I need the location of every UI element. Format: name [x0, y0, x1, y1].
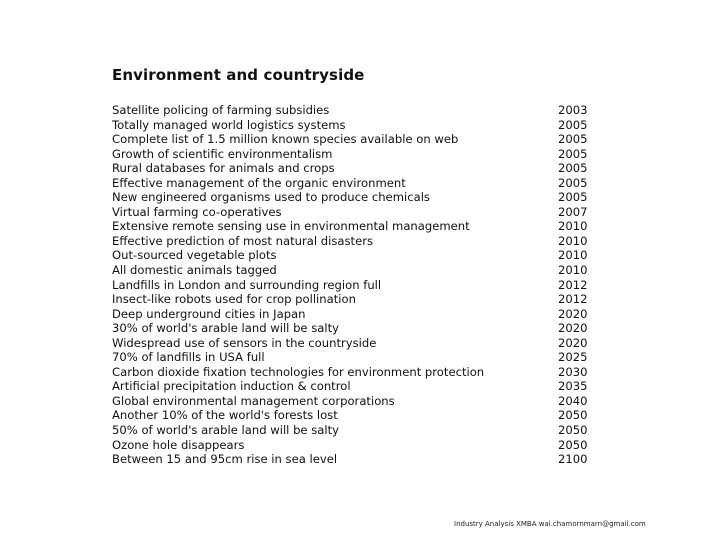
forecast-year: 2007 [558, 204, 588, 219]
list-item [112, 147, 592, 162]
forecast-text: Totally managed world logistics systems [112, 117, 346, 132]
forecast-text: Insect-like robots used for crop pollination [112, 292, 356, 307]
list-item [112, 234, 592, 249]
list-item [112, 452, 592, 463]
footer-credit: Industry Analysis XMBA wai.chamornmarn@gmail.com [454, 520, 646, 528]
forecast-text: 70% of landfills in USA full [112, 350, 265, 365]
forecast-text: Deep underground cities in Japan [112, 306, 306, 321]
list-item [112, 118, 592, 133]
forecast-year: 2030 [558, 364, 588, 379]
forecast-year: 2020 [558, 335, 588, 350]
forecast-year: 2005 [558, 132, 588, 147]
forecast-text: Artificial precipitation induction & control [112, 379, 351, 394]
list-item [112, 190, 592, 205]
list-item [112, 132, 592, 147]
list-item [112, 408, 592, 423]
list-item [112, 248, 592, 263]
forecast-year: 2005 [558, 146, 588, 161]
forecast-year: 2100 [558, 452, 588, 463]
list-item [112, 161, 592, 176]
forecast-year: 2025 [558, 350, 588, 365]
forecast-text: Global environmental management corporations [112, 393, 395, 408]
list-item [112, 423, 592, 438]
forecast-text: Growth of scientific environmentalism [112, 146, 333, 161]
forecast-text: Effective management of the organic environment [112, 175, 406, 190]
forecast-text: Landfills in London and surrounding region full [112, 277, 382, 292]
forecast-text: Widespread use of sensors in the countryside [112, 335, 377, 350]
forecast-year: 2005 [558, 161, 588, 176]
list-item [112, 205, 592, 220]
forecast-text: Rural databases for animals and crops [112, 161, 335, 176]
forecast-year: 2010 [558, 263, 588, 278]
forecast-year: 2020 [558, 306, 588, 321]
forecast-year: 2050 [558, 408, 588, 423]
forecast-text: Satellite policing of farming subsidies [112, 103, 330, 117]
forecast-year: 2050 [558, 437, 588, 452]
forecast-year: 2012 [558, 277, 588, 292]
forecast-text: Complete list of 1.5 million known species available on web [112, 132, 459, 147]
list-item [112, 219, 592, 234]
forecast-year: 2003 [558, 103, 588, 117]
list-item [112, 394, 592, 409]
list-item [112, 103, 592, 118]
list-item [112, 438, 592, 453]
list-item [112, 292, 592, 307]
list-item [112, 336, 592, 351]
page-title: Environment and countryside [112, 66, 365, 84]
forecast-year: 2005 [558, 175, 588, 190]
forecast-text: All domestic animals tagged [112, 263, 277, 278]
list-item [112, 263, 592, 278]
forecast-list [112, 103, 592, 463]
forecast-text: Virtual farming co-operatives [112, 204, 282, 219]
forecast-text: Between 15 and 95cm rise in sea level [112, 452, 338, 463]
forecast-year: 2035 [558, 379, 588, 394]
list-item [112, 278, 592, 293]
forecast-text: Carbon dioxide fixation technologies for environment protection [112, 364, 485, 379]
forecast-year: 2010 [558, 248, 588, 263]
list-item [112, 379, 592, 394]
list-item [112, 176, 592, 191]
forecast-text: Extensive remote sensing use in environmental management [112, 219, 470, 234]
forecast-text: Ozone hole disappears [112, 437, 245, 452]
forecast-year: 2005 [558, 117, 588, 132]
forecast-year: 2020 [558, 321, 588, 336]
forecast-text: 50% of world's arable land will be salty [112, 423, 340, 438]
list-item [112, 307, 592, 322]
forecast-text: 30% of world's arable land will be salty [112, 321, 340, 336]
forecast-text: Another 10% of the world's forests lost [112, 408, 338, 423]
forecast-year: 2050 [558, 423, 588, 438]
forecast-text: Out-sourced vegetable plots [112, 248, 277, 263]
list-item [112, 350, 592, 365]
forecast-text: New engineered organisms used to produce chemicals [112, 190, 430, 205]
forecast-year: 2010 [558, 219, 588, 234]
list-item [112, 365, 592, 380]
forecast-year: 2005 [558, 190, 588, 205]
forecast-text: Effective prediction of most natural disasters [112, 233, 374, 248]
forecast-year: 2012 [558, 292, 588, 307]
list-item [112, 321, 592, 336]
forecast-year: 2010 [558, 233, 588, 248]
forecast-year: 2040 [558, 393, 588, 408]
